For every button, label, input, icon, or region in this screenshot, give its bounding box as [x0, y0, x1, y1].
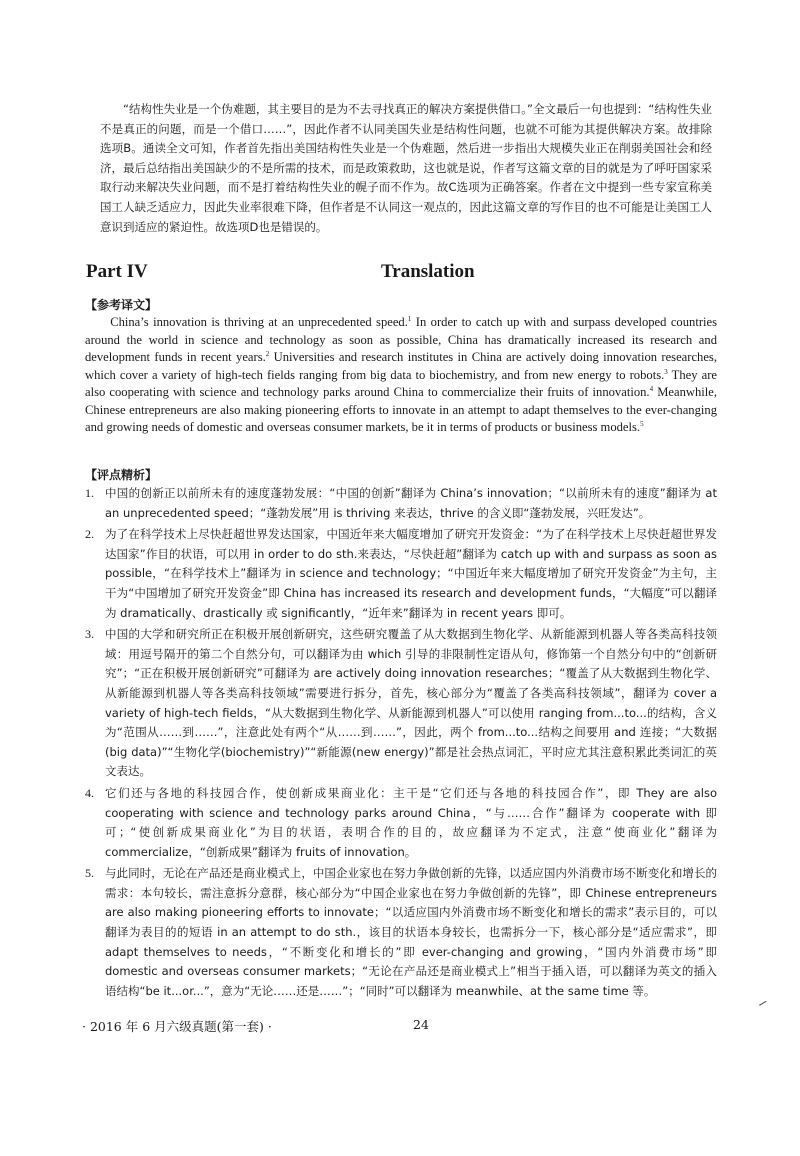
- translation-sentence: Meanwhile, Chinese entrepreneurs are also making pioneering efforts to innovate in an attempt to adapt themselves to the ever-changing and growing needs of domestic and overseas consumer markets, be it in terms of products or business models.: [85, 385, 717, 434]
- note-item: [85, 625, 717, 782]
- sentence-marker: 4: [649, 384, 654, 393]
- note-number: 4.: [85, 785, 94, 800]
- footer-exam-title: · 2016 年 6 月六级真题(第一套) ·: [82, 1019, 272, 1034]
- page-number: 24: [413, 1017, 429, 1032]
- note-item: [85, 525, 717, 623]
- note-number: 5.: [85, 866, 94, 881]
- note-text: 中国的创新正以前所未有的速度蓬勃发展：“中国的创新”翻译为 China’s innovation；“以前所未有的速度”翻译为 at an unprecedented speed；“蓬勃发展”用 is thriving 来表达，thrive 的含义即“蓬勃发展，兴旺发达”。: [105, 486, 717, 520]
- analysis-notes-list: [85, 484, 717, 1003]
- translation-sentence: They are also cooperating with science and technology parks around China to commercialize their fruits of innovation.: [85, 367, 717, 399]
- intro-paragraph: “结构性失业是一个伪难题，其主要目的是为不去寻找真正的解决方案提供借口。”全文最后一句也提到：“结构性失业不是真正的问题，而是一个借口……”，因此作者不认同美国失业是结构性问题，也就不可能为其提供解决方案。故排除选项B。通读全文可知，作者首先指出美国结构性失业是一个伪难题，然后进一步指出大规模失业正在削弱美国社会和经济，最后总结指出美国缺少的不是所需的技术，而是政策救助，这也就是说，作者写这篇文章的目的就是为了呼吁国家采取行动来解决失业问题，而不是打着结构性失业的幌子而不作为。故C选项为正确答案。作者在文中提到一些专家宣称美国工人缺乏适应力，因此失业率很难下降，但作者是不认同这一观点的，因此这篇文章的写作目的也不可能是让美国工人意识到适应的紧迫性。故选项D也是错误的。: [100, 102, 712, 234]
- sentence-marker: 3: [664, 367, 668, 376]
- part-label: Part IV: [86, 261, 148, 282]
- note-text: 它们还与各地的科技园合作，使创新成果商业化：主干是“它们还与各地的科技园合作”，即 They are also cooperating with science and technology parks around China，“与……合作”翻译为 cooperate with 即可；“使创新成果商业化”为目的状语，表明合作的目的，故应翻译为不定式，注意“使商业化”翻译为 commercialize，“创新成果”翻译为 fruits of innovation。: [105, 785, 717, 859]
- note-item: [85, 484, 717, 523]
- sentence-marker: 5: [640, 419, 644, 428]
- note-item: [85, 864, 717, 1001]
- note-text: 为了在科学技术上尽快赶超世界发达国家，中国近年来大幅度增加了研究开发资金：“为了在科学技术上尽快赶超世界发达国家”作目的状语，可以用 in order to do sth.来表达，“尽快赶超”翻译为 catch up with and surpass as soon as possible，“在科学技术上”翻译为 in science and technology；“中国近年来大幅度增加了研究开发资金”为主句，主干为“中国增加了研究开发资金”即 China has increased its research and development funds，“大幅度”可以翻译为 dramatically、drastically 或 significantly，“近年来”翻译为 in recent years 即可。: [105, 527, 717, 620]
- pencil-mark: [758, 998, 767, 1005]
- reference-translation-heading: 【参考译文】: [85, 298, 158, 312]
- reference-translation: [85, 314, 717, 437]
- note-text: 与此同时，无论在产品还是商业模式上，中国企业家也在努力争做创新的先锋，以适应国内外消费市场不断变化和增长的需求：本句较长，需注意拆分意群，核心部分为“中国企业家也在努力争做创新的先锋”，即 Chinese entrepreneurs are also making pioneering efforts to innovate；“以适应国内外消费市场不断变化和增长的需求”表示目的，可以翻译为表目的的短语 in an attempt to do sth.，该目的状语本身较长，也需拆分一下，核心部分是“适应需求”，即 adapt themselves to needs，“不断变化和增长的”即 ever-changing and growing，“国内外消费市场”即 domestic and overseas consumer markets；“无论在产品还是商业模式上”相当于插入语，可以翻译为英文的插入语结构“be it...or...”，意为“无论……还是……”；“同时”可以翻译为 meanwhile、at the same time 等。: [105, 866, 717, 998]
- translation-sentence: China’s innovation is thriving at an unprecedented speed.: [110, 315, 408, 329]
- translation-sentence: In order to catch up with and surpass developed countries around the world in science and technology as soon as possible, China has dramatically increased its research and development funds in recent years.: [85, 315, 717, 364]
- analysis-notes-heading: 【评点精析】: [85, 468, 158, 482]
- note-number: 2.: [85, 527, 94, 542]
- note-number: 1.: [85, 486, 94, 500]
- sentence-marker: 1: [407, 314, 412, 323]
- part-title: Translation: [381, 261, 475, 282]
- note-text: 中国的大学和研究所正在积极开展创新研究，这些研究覆盖了从大数据到生物化学、从新能源到机器人等各类高科技领域：用逗号隔开的第二个自然分句，可以翻译为由 which 引导的非限制性定语从句，修饰第一个自然分句中的“创新研究”；“正在积极开展创新研究”可翻译为 are actively doing innovation researches；“覆盖了从大数据到生物化学、从新能源到机器人等各类高科技领域”需要进行拆分，首先，核心部分为“覆盖了各类高科技领域”，翻译为 cover a variety of high-tech fields，“从大数据到生物化学、从新能源到机器人”可以使用 ranging from...to...的结构，含义为“范围从……到……”，注意此处有两个“从……到……”，因此，两个 from...to...结构之间要用 and 连接；“大数据(big data)”“生物化学(biochemistry)”“新能源(new energy)”都是社会热点词汇，平时应尤其注意积累此类词汇的英文表达。: [105, 627, 717, 779]
- note-item: [85, 784, 717, 862]
- translation-sentence: Universities and research institutes in China are actively doing innovation researches, which cover a variety of high-tech fields ranging from big data to biochemistry, and from new energy to robots.: [85, 350, 717, 382]
- note-number: 3.: [85, 627, 94, 642]
- sentence-marker: 2: [265, 349, 270, 358]
